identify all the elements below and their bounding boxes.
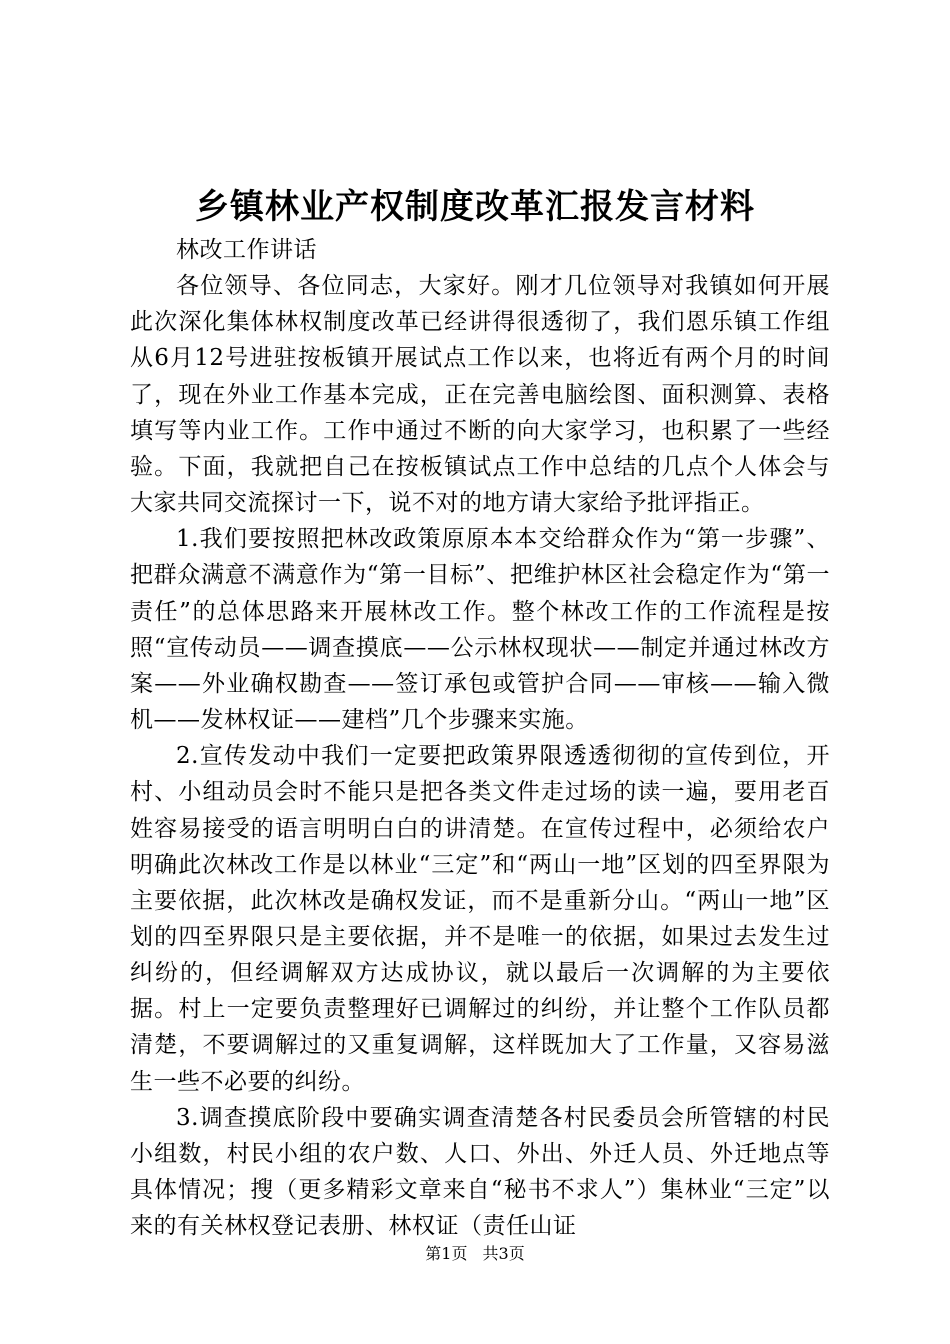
paragraph-point-3: 3.调查摸底阶段中要确实调查清楚各村民委员会所管辖的村民小组数，村民小组的农户数、人口、外出、外迁人员、外迁地点等具体情况；搜（更多精彩文章来自“秘书不求人”）集林业“三定”以来的有关林权登记表册、林权证（责任山证 — [130, 1104, 830, 1240]
page-footer — [0, 1242, 950, 1266]
paragraph-greeting: 各位领导、各位同志，大家好。刚才几位领导对我镇如何开展此次深化集体林权制度改革已经讲得很透彻了，我们恩乐镇工作组从6月12号进驻按板镇开展试点工作以来，也将近有两个月的时间了，现在外业工作基本完成，正在完善电脑绘图、面积测算、表格填写等内业工作。工作中通过不断的向大家学习，也积累了一些经验。下面，我就把自己在按板镇试点工作中总结的几点个人体会与大家共同交流探讨一下，说不对的地方请大家给予批评指正。 — [130, 273, 830, 517]
paragraph-point-2: 2.宣传发动中我们一定要把政策界限透透彻彻的宣传到位，开村、小组动员会时不能只是把各类文件走过场的读一遍，要用老百姓容易接受的语言明明白白的讲清楚。在宣传过程中，必须给农户明确此次林改工作是以林业“三定”和“两山一地”区划的四至界限为主要依据，此次林改是确权发证，而不是重新分山。“两山一地”区划的四至界限只是主要依据，并不是唯一的依据，如果过去发生过纠纷的，但经调解双方达成协议，就以最后一次调解的为主要依据。村上一定要负责整理好已调解过的纠纷，并让整个工作队员都清楚，不要调解过的又重复调解，这样既加大了工作量，又容易滋生一些不必要的纠纷。 — [130, 743, 830, 1095]
page-total: 共3页 — [482, 1244, 525, 1263]
document-body — [130, 232, 830, 1244]
page-number: 第1页 — [425, 1244, 468, 1263]
document-title: 乡镇林业产权制度改革汇报发言材料 — [195, 187, 755, 227]
paragraph-point-1: 1.我们要按照把林改政策原原本本交给群众作为“第一步骤”、把群众满意不满意作为“第一目标”、把维护林区社会稳定作为“第一责任”的总体思路来开展林改工作。整个林改工作的工作流程是按照“宣传动员——调查摸底——公示林权现状——制定并通过林改方案——外业确权勘查——签订承包或管护合同——审核——输入微机——发林权证——建档”几个步骤来实施。 — [130, 526, 830, 734]
paragraph-subtitle: 林改工作讲话 — [176, 237, 317, 263]
